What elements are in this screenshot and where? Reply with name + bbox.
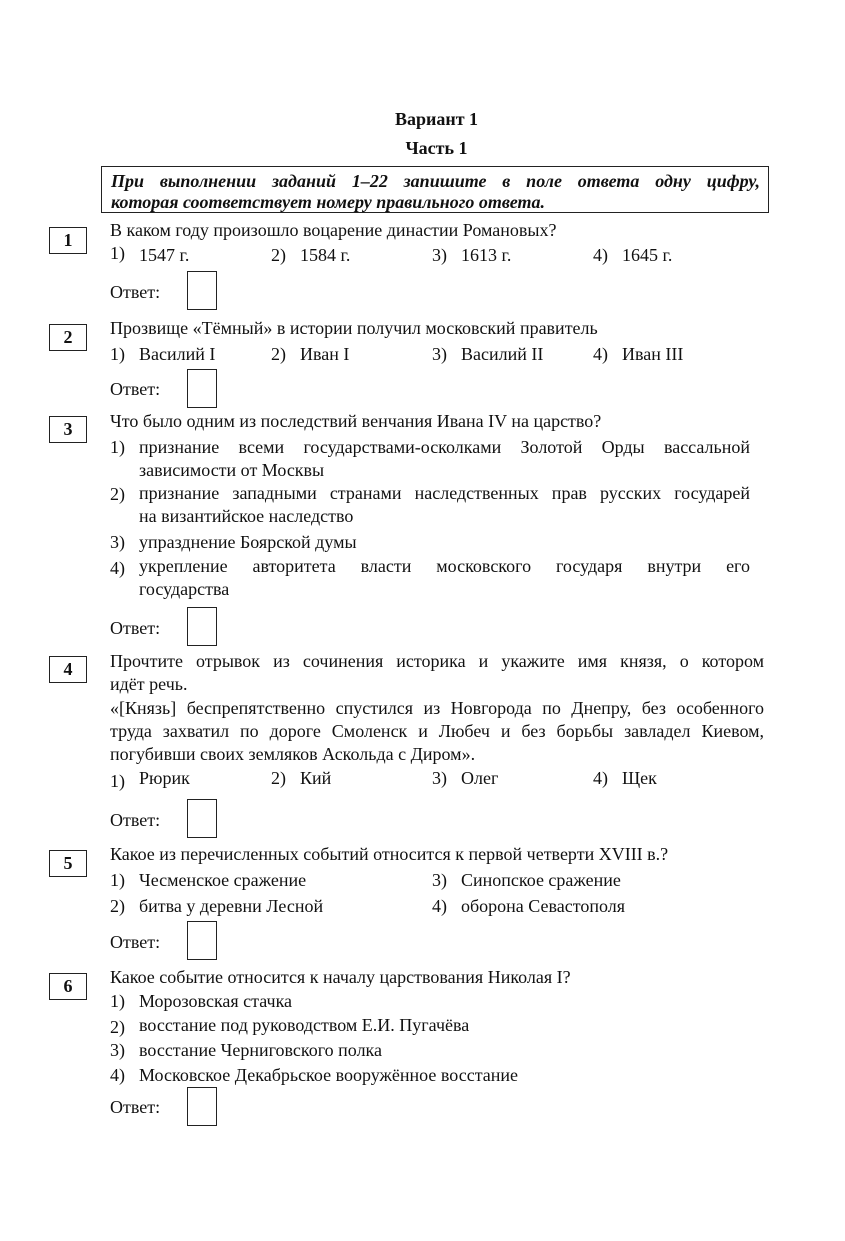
q2-option-4: Иван III bbox=[622, 344, 684, 364]
q1-option-2-num: 2) bbox=[271, 245, 286, 265]
q3-option-4-num: 4) bbox=[110, 558, 125, 578]
q1-option-3: 1613 г. bbox=[461, 245, 512, 265]
instruction-box bbox=[101, 166, 769, 213]
q3-option-2-line-1: признание западными странами наследственных прав русских государей bbox=[139, 483, 750, 503]
question-4-quote-line-1: «[Князь] беспрепятственно спустился из Новгорода по Днепру, без особенного bbox=[110, 698, 764, 718]
question-4-quote-line-2: труда захватил по дороге Смоленск и Любеч и без борьбы завладел Киевом, bbox=[110, 721, 764, 741]
q2-option-2-num: 2) bbox=[271, 344, 286, 364]
q3-option-2-line-2: на византийское наследство bbox=[139, 506, 354, 526]
q6-option-4: Московское Декабрьское вооружённое восстание bbox=[139, 1065, 519, 1085]
q5-option-4-num: 4) bbox=[432, 896, 447, 916]
question-5-text: Какое из перечисленных событий относится к первой четверти XVIII в.? bbox=[110, 844, 669, 864]
q1-option-4-num: 4) bbox=[593, 245, 608, 265]
q1-answer-box[interactable] bbox=[187, 271, 217, 310]
q1-option-1: 1547 г. bbox=[139, 245, 190, 265]
q6-option-4-num: 4) bbox=[110, 1065, 125, 1085]
q3-option-2-num: 2) bbox=[110, 484, 125, 504]
q6-option-1-num: 1) bbox=[110, 991, 125, 1011]
q1-answer-label: Ответ: bbox=[110, 282, 161, 302]
q4-option-4-num: 4) bbox=[593, 768, 608, 788]
q6-option-2-num: 2) bbox=[110, 1017, 125, 1037]
q4-option-3: Олег bbox=[461, 768, 499, 788]
q6-answer-box[interactable] bbox=[187, 1087, 217, 1126]
q6-answer-label: Ответ: bbox=[110, 1097, 161, 1117]
question-number-1: 1 bbox=[49, 227, 87, 254]
q4-answer-box[interactable] bbox=[187, 799, 217, 838]
part-title: Часть 1 bbox=[405, 138, 468, 158]
question-4-quote-line-3: погубивши своих земляков Аскольда с Диром». bbox=[110, 744, 476, 764]
question-6-text: Какое событие относится к началу царствования Николая I? bbox=[110, 967, 571, 987]
q3-option-3: упразднение Боярской думы bbox=[139, 532, 357, 552]
q3-option-1-line-2: зависимости от Москвы bbox=[139, 460, 325, 480]
q6-option-1: Морозовская стачка bbox=[139, 991, 293, 1011]
q3-answer-label: Ответ: bbox=[110, 618, 161, 638]
instruction-line-2: которая соответствует номеру правильного ответа. bbox=[111, 192, 545, 212]
q1-option-3-num: 3) bbox=[432, 245, 447, 265]
question-3-text: Что было одним из последствий венчания Ивана IV на царство? bbox=[110, 411, 602, 431]
q2-answer-label: Ответ: bbox=[110, 379, 161, 399]
q2-answer-box[interactable] bbox=[187, 369, 217, 408]
instruction-line-1: При выполнении заданий 1–22 запишите в поле ответа одну цифру, bbox=[111, 171, 760, 191]
question-2-text: Прозвище «Тёмный» в истории получил московский правитель bbox=[110, 318, 598, 338]
q1-option-2: 1584 г. bbox=[300, 245, 351, 265]
question-number-2: 2 bbox=[49, 324, 87, 351]
q5-option-4: оборона Севастополя bbox=[461, 896, 626, 916]
q5-option-3-num: 3) bbox=[432, 870, 447, 890]
question-1-text: В каком году произошло воцарение династии Романовых? bbox=[110, 220, 557, 240]
q4-option-1: Рюрик bbox=[139, 768, 190, 788]
q4-option-3-num: 3) bbox=[432, 768, 447, 788]
q6-option-3: восстание Черниговского полка bbox=[139, 1040, 383, 1060]
q2-option-1: Василий I bbox=[139, 344, 216, 364]
q5-answer-box[interactable] bbox=[187, 921, 217, 960]
q2-option-4-num: 4) bbox=[593, 344, 608, 364]
q4-option-2-num: 2) bbox=[271, 768, 286, 788]
q5-option-1-num: 1) bbox=[110, 870, 125, 890]
q3-option-3-num: 3) bbox=[110, 532, 125, 552]
question-number-6: 6 bbox=[49, 973, 87, 1000]
q4-option-1-num: 1) bbox=[110, 771, 125, 791]
q5-answer-label: Ответ: bbox=[110, 932, 161, 952]
q1-option-1-num: 1) bbox=[110, 243, 125, 263]
question-4-text-line-1: Прочтите отрывок из сочинения историка и укажите имя князя, о котором bbox=[110, 651, 764, 671]
question-number-5: 5 bbox=[49, 850, 87, 877]
q4-answer-label: Ответ: bbox=[110, 810, 161, 830]
q4-option-4: Щек bbox=[622, 768, 657, 788]
q6-option-3-num: 3) bbox=[110, 1040, 125, 1060]
q5-option-3: Синопское сражение bbox=[461, 870, 621, 890]
q2-option-3: Василий II bbox=[461, 344, 544, 364]
q3-answer-box[interactable] bbox=[187, 607, 217, 646]
question-number-3: 3 bbox=[49, 416, 87, 443]
q2-option-3-num: 3) bbox=[432, 344, 447, 364]
question-number-4: 4 bbox=[49, 656, 87, 683]
q3-option-4-line-2: государства bbox=[139, 579, 230, 599]
q3-option-1-line-1: признание всеми государствами-осколками Золотой Орды вассальной bbox=[139, 437, 750, 457]
q2-option-2: Иван I bbox=[300, 344, 350, 364]
q3-option-4-line-1: укрепление авторитета власти московского государя внутри его bbox=[139, 556, 750, 576]
question-4-text-line-2: идёт речь. bbox=[110, 674, 188, 694]
q5-option-2-num: 2) bbox=[110, 896, 125, 916]
q1-option-4: 1645 г. bbox=[622, 245, 673, 265]
q4-option-2: Кий bbox=[300, 768, 332, 788]
q5-option-1: Чесменское сражение bbox=[139, 870, 307, 890]
variant-title: Вариант 1 bbox=[394, 109, 479, 129]
q6-option-2: восстание под руководством Е.И. Пугачёва bbox=[139, 1015, 470, 1035]
q3-option-1-num: 1) bbox=[110, 437, 125, 457]
q2-option-1-num: 1) bbox=[110, 344, 125, 364]
q5-option-2: битва у деревни Лесной bbox=[139, 896, 324, 916]
